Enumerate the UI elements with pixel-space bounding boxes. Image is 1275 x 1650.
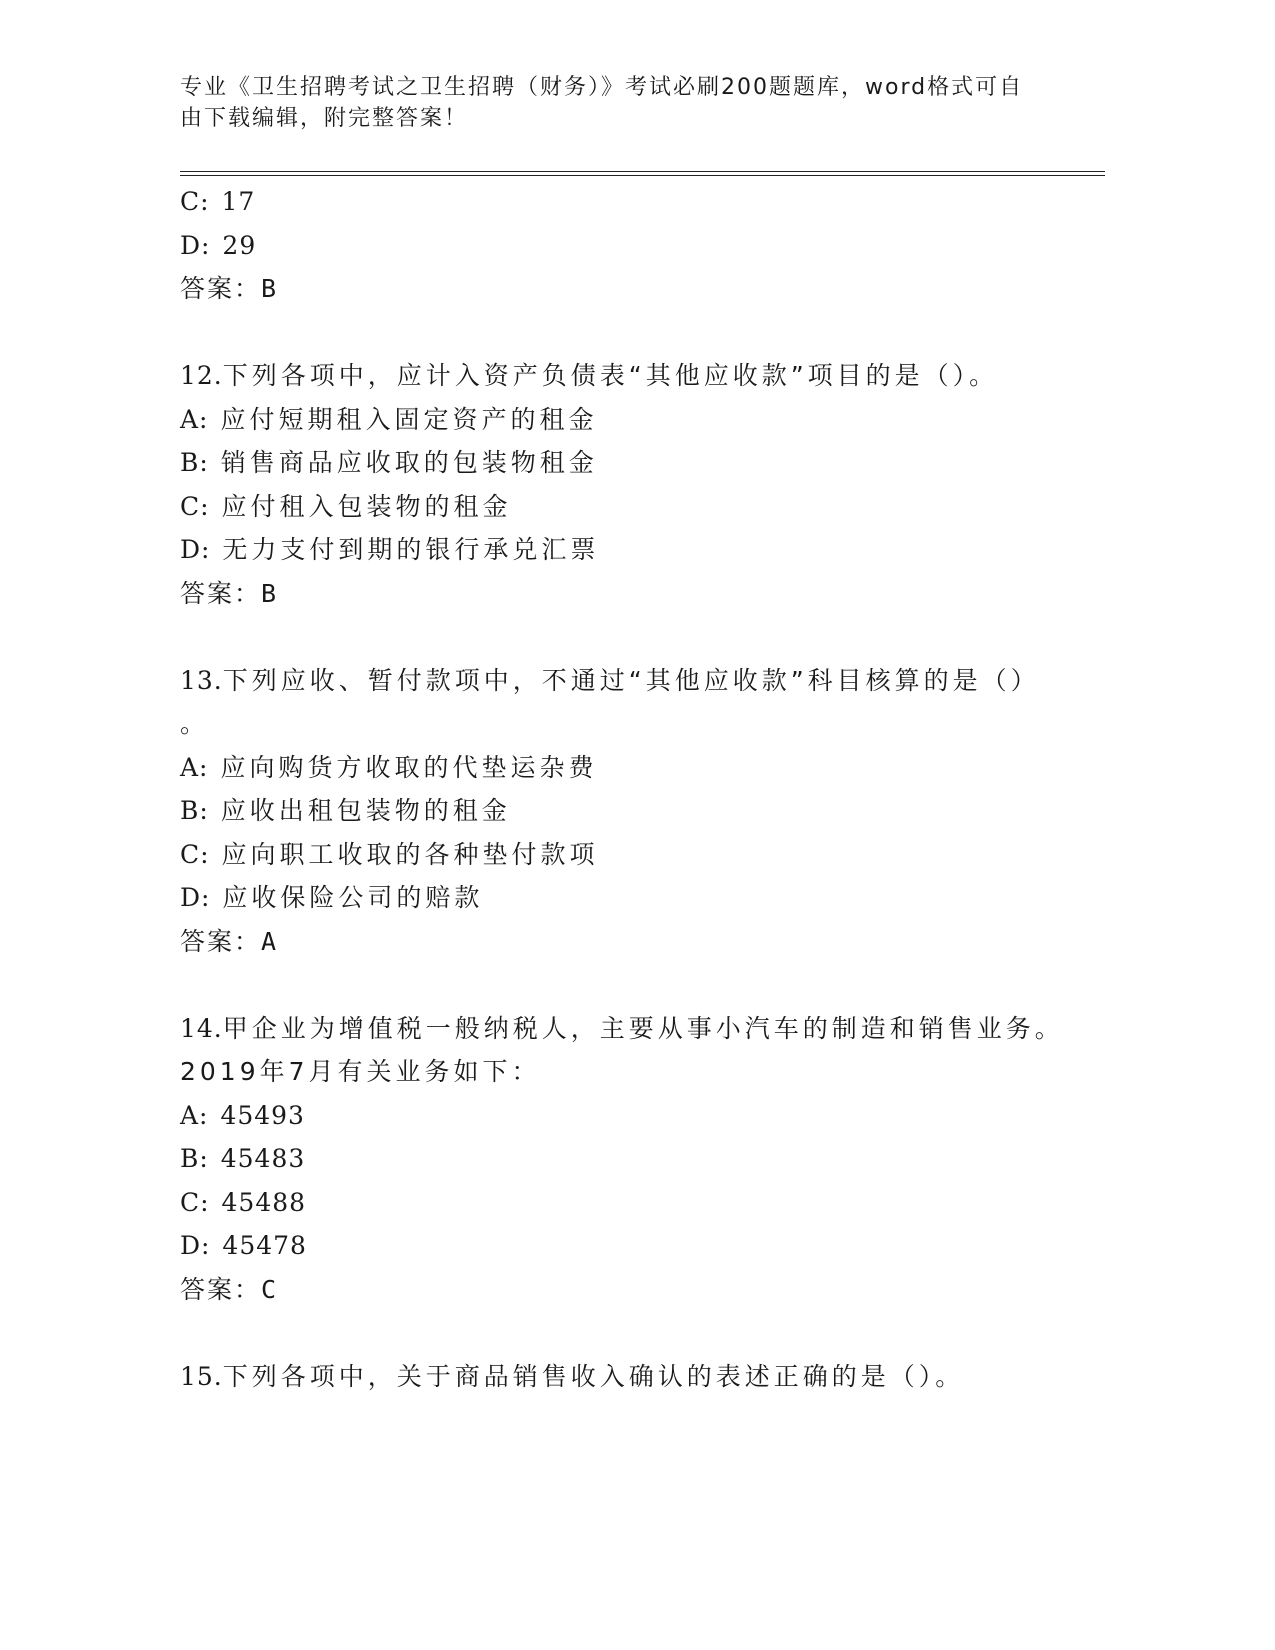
question-13-stem-continued: 。 [180,709,210,738]
question-14-stem-continued: 2019年7月有关业务如下： [180,1057,541,1086]
question-13-option-b: B: 应收出租包装物的租金 [180,796,511,825]
question-12-answer: 答案：B [180,578,279,608]
question-13-option-c: C: 应向职工收取的各种垫付款项 [180,839,599,869]
question-14-option-d: D: 45478 [180,1231,307,1260]
question-14-option-a: A: 45493 [180,1100,305,1130]
document-header [180,72,1040,134]
question-13-option-a: A: 应向购货方收取的代垫运杂费 [180,752,598,782]
question-14-stem: 14.甲企业为增值税一般纳税人，主要从事小汽车的制造和销售业务。 [180,1013,1064,1043]
document-body [180,180,1120,1398]
header-line-2: 由下载编辑，附完整答案！ [180,106,469,131]
question-14-option-c: C: 45488 [180,1187,307,1217]
question-15-stem: 15.下列各项中，关于商品销售收入确认的表述正确的是（）。 [180,1361,965,1391]
question-14-answer: 答案：C [180,1274,279,1304]
question-13-stem: 13.下列应收、暂付款项中，不通过“其他应收款”科目核算的是（） [180,665,1040,695]
question-12-option-d: D: 无力支付到期的银行承兑汇票 [180,535,600,564]
header-divider-top [180,171,1105,172]
question-13-answer: 答案：A [180,926,279,956]
question-13-option-d: D: 应收保险公司的赔款 [180,883,484,912]
answer-line: 答案：B [180,274,279,303]
question-14-option-b: B: 45483 [180,1144,306,1173]
option-c: C: 17 [180,187,256,216]
question-12-option-b: B: 销售商品应收取的包装物租金 [180,448,598,477]
question-12-option-c: C: 应付租入包装物的租金 [180,491,512,521]
question-12-option-a: A: 应付短期租入固定资产的租金 [180,404,598,434]
header-line-1: 专业《卫生招聘考试之卫生招聘（财务）》考试必刷200题题库，word格式可自 [180,75,1024,100]
option-d: D: 29 [180,230,257,260]
question-12-stem: 12.下列各项中，应计入资产负债表“其他应收款”项目的是（）。 [180,361,999,390]
header-divider-bottom [180,175,1105,176]
